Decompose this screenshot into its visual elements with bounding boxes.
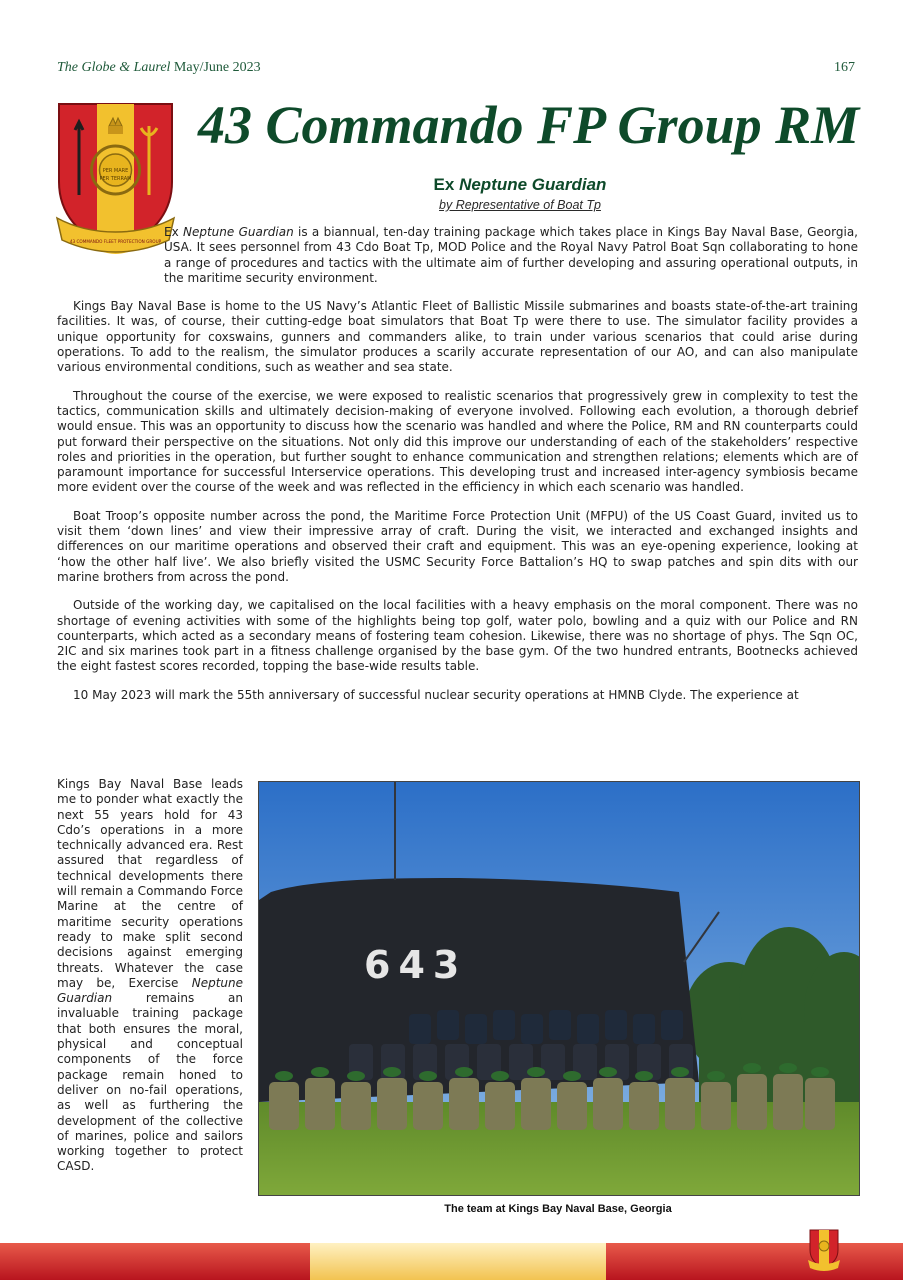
svg-text:43 COMMANDO FLEET PROTECTION G: 43 COMMANDO FLEET PROTECTION GROUP — [69, 239, 162, 244]
paragraph-6-continued — [57, 777, 243, 1175]
paragraph-3: Throughout the course of the exercise, we were exposed to realistic scenarios that progressively grew in complexity to test the tactics, communication skills and ultimately decision-making of everyone involved. Following each evolution, a thorough debrief would ensue. This was an opportunity to discuss how the scenario was handled and where the Police, RM and RN counterparts could put forward their perspective on the situations. Not only did this improve our understanding of each of the stakeholders’ respective roles and priorities in the operation, but further sought to enhance communication and strengthen relations; elements which are of paramount importance for successful Interservice operations. This developing trust and increased inter-agency symbiosis became more evident over the course of the week and was reflected in the efficiency in which each scenario was handled. — [57, 388, 858, 495]
p1-start: Ex — [164, 225, 183, 239]
paragraph-6: 10 May 2023 will mark the 55th anniversary of successful nuclear security operations at HMNB Clyde. The experience at — [73, 687, 799, 702]
team-photo — [258, 781, 860, 1196]
paragraph-2: Kings Bay Naval Base is home to the US Navy’s Atlantic Fleet of Ballistic Missile submarines and boasts state-of-the-art training facilities. It was, of course, their cutting-edge boat simulators that Boat Tp were there to use. The simulator facility provides a unique opportunity for coxswains, gunners and commanders alike, to train under various scenarios that could arise during operations. To add to the realism, the simulator produces a scarily accurate representation of our AO, and can also manipulate various environmental conditions, such as weather and sea state. — [57, 299, 858, 375]
p6-cont-start: Kings Bay Naval Base leads me to ponder what exactly the next 55 years hold for 43 Cdo’s operations in a more technically advanced era. Rest assured that regardless of technical developments there will remain a Commando Force Marine at the centre of maritime security operations ready to make split second decisions against emerging threats. Whatever the case may be, Exercise — [57, 777, 243, 990]
footer-bar — [0, 1243, 903, 1280]
running-header — [57, 60, 261, 76]
paragraph-4: Boat Troop’s opposite number across the pond, the Maritime Force Protection Unit (MFPU) of the US Coast Guard, invited us to visit them ‘down lines’ and view their impressive array of craft. During the visit, we interacted and exchanged insights and differences on our maritime operations and observed their craft and equipment. This was an eye-opening experience, looking at ‘how the other half live’. We also briefly visited the USMC Security Force Battalion’s HQ to swap patches and spin dits with our marine brothers from across the pond. — [57, 508, 858, 584]
article-body — [57, 225, 858, 703]
article-byline: by Representative of Boat Tp — [439, 198, 601, 212]
footer-crest-icon — [808, 1228, 840, 1272]
p6-cont-italic: Neptune Guardian — [57, 975, 243, 1006]
hull-number: 643 — [364, 943, 468, 987]
issue-date: May/June 2023 — [173, 60, 261, 75]
article-title — [380, 175, 660, 195]
publication-name: The Globe & Laurel — [57, 60, 171, 75]
footer-gold-band — [310, 1243, 606, 1280]
p1-rest: is a biannual, ten-day training package which takes place in Kings Bay Naval Base, Georgia, USA. It sees personnel from 43 Cdo Boat Tp, MOD Police and the Royal Navy Patrol Boat Sqn collaborating to hone a range of procedures and tactics with the ultimate aim of further developing and assuring operational outputs, in the maritime security environment. — [164, 225, 858, 285]
article-title-italic: Neptune Guardian — [459, 175, 607, 194]
photo-caption: The team at Kings Bay Naval Base, Georgia — [444, 1203, 672, 1215]
p1-italic: Neptune Guardian — [183, 225, 294, 239]
svg-text:PER TERRAM: PER TERRAM — [99, 176, 132, 182]
article-title-prefix: Ex — [433, 175, 455, 194]
paragraph-1 — [57, 225, 858, 286]
svg-text:PER MARE: PER MARE — [102, 168, 129, 174]
paragraph-5: Outside of the working day, we capitalised on the local facilities with a heavy emphasis on the moral component. There was no shortage of evening activities with some of the highlights being top golf, water polo, bowling and a quiz with our Police and RN counterparts, which acted as a secondary means of fostering team cohesion. Likewise, there was no shortage of phys. The Sqn OC, 2IC and six marines took part in a fitness challenge organised by the base gym. Of the two hundred entrants, Bootnecks achieved the eight fastest scores recorded, topping the base-wide results table. — [57, 598, 858, 674]
crest-wrap-space — [57, 225, 164, 275]
p6-cont-end: remains an invaluable training package that both ensures the moral, physical and conceptual components of the force package remain honed to deliver on no-fail operations, as well as furthering the development of the collective of marines, police and sailors working together to protect CASD. — [57, 991, 243, 1174]
page-title: 43 Commando FP Group RM — [198, 95, 860, 155]
page-number: 167 — [834, 60, 855, 75]
